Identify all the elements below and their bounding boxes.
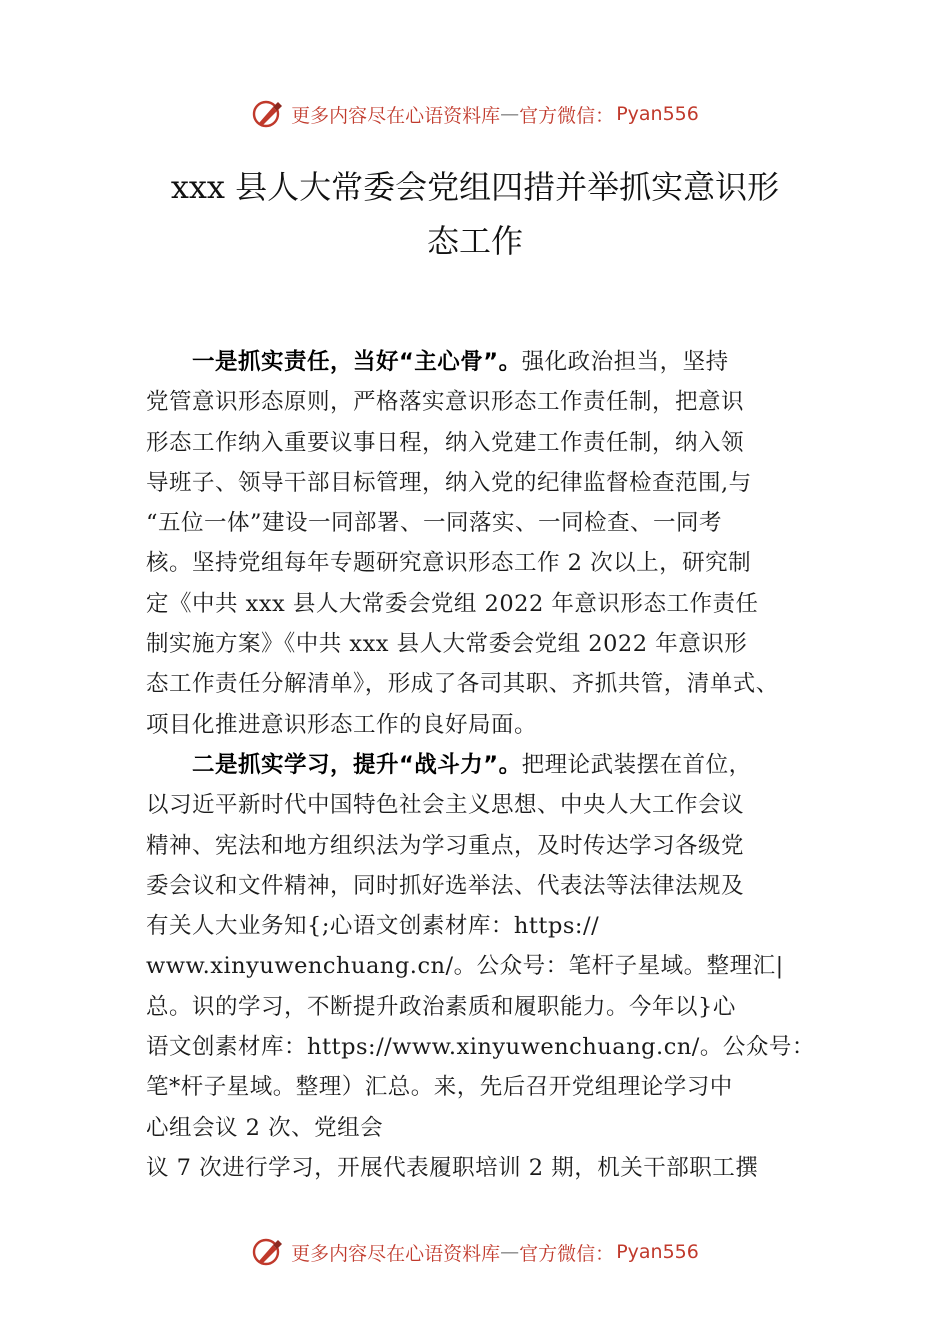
- pen-logo-icon: [251, 97, 285, 131]
- document-title: [110, 160, 840, 268]
- paragraph-line: 态工作责任分解清单》，形成了各司其职、齐抓共管，清单式、: [146, 671, 779, 698]
- paragraph-line: 议 7 次进行学习，开展代表履职培训 2 期，机关干部职工撰: [146, 1154, 759, 1181]
- paragraph-line: 项目化推进意识形态工作的良好局面。: [146, 711, 538, 738]
- paragraph-first-line: [146, 342, 808, 382]
- paragraph-line: 导班子、领导干部目标管理，纳入党的纪律监督检查范围,与: [146, 469, 752, 496]
- paragraph-line: 笔*杆子星域。整理）汇总。来，先后召开党组理论学习中: [146, 1074, 733, 1101]
- watermark-separator: —: [500, 103, 520, 125]
- paragraph-line: 以习近平新时代中国特色社会主义思想、中央人大工作会议: [146, 792, 745, 819]
- document-body: [146, 342, 815, 1188]
- paragraph-line: 核。坚持党组每年专题研究意识形态工作 2 次以上，研究制: [146, 550, 752, 577]
- paragraph-line: www.xinyuwenchuang.cn/。公众号：笔杆子星域。整理汇|: [146, 953, 784, 980]
- paragraph-line: 有关人大业务知{;心语文创素材库：https://: [146, 913, 600, 940]
- title-line: xxx 县人大常委会党组四措并举抓实意识形: [170, 168, 780, 206]
- paragraph-line: 委会议和文件精神，同时抓好选举法、代表法等法律法规及: [146, 872, 745, 899]
- watermark-contact-id: Pyan556: [616, 1241, 699, 1263]
- paragraph-line: 语文创素材库：https://www.xinyuwenchuang.cn/。公众号：: [146, 1034, 815, 1061]
- paragraph-first-line: [146, 745, 808, 785]
- watermark-text: 更多内容尽在心语资料库: [291, 104, 501, 127]
- paragraph-text: 把理论武装摆在首位，: [521, 751, 752, 778]
- paragraph-text: 强化政治担当，坚持: [521, 349, 729, 375]
- watermark-contact-id: Pyan556: [616, 103, 699, 125]
- header-watermark: [0, 94, 950, 134]
- paragraph-line: 形态工作纳入重要议事日程，纳入党建工作责任制，纳入领: [146, 429, 745, 456]
- watermark-text: 更多内容尽在心语资料库: [291, 1242, 501, 1265]
- paragraph-lead-in: 二是抓实学习，提升“战斗力”。: [192, 751, 522, 778]
- paragraph-line: 定《中共 xxx 县人大常委会党组 2022 年意识形态工作责任: [146, 590, 759, 617]
- paragraph-line: 心组会议 2 次、党组会: [146, 1114, 384, 1141]
- watermark-separator: —: [500, 1241, 520, 1263]
- watermark-contact-label: 官方微信：: [519, 1242, 615, 1265]
- footer-watermark: [0, 1232, 950, 1272]
- paragraph-lead-in: 一是抓实责任，当好“主心骨”。: [192, 349, 522, 375]
- pen-logo-icon: [251, 1235, 285, 1269]
- paragraph-line: 总。识的学习，不断提升政治素质和履职能力。今年以}心: [146, 993, 736, 1020]
- watermark-contact-label: 官方微信：: [519, 104, 615, 127]
- paragraph-line: 精神、宪法和地方组织法为学习重点，及时传达学习各级党: [146, 832, 745, 859]
- paragraph-responsibility: [146, 342, 808, 745]
- paragraph-line: 制实施方案》《中共 xxx 县人大常委会党组 2022 年意识形: [146, 631, 748, 658]
- title-line: 态工作: [426, 222, 523, 260]
- paragraph-line: “五位一体”建设一同部署、一同落实、一同检查、一同考: [146, 510, 723, 537]
- paragraph-line: 党管意识形态原则，严格落实意识形态工作责任制，把意识: [146, 389, 745, 416]
- paragraph-study: [146, 745, 815, 1188]
